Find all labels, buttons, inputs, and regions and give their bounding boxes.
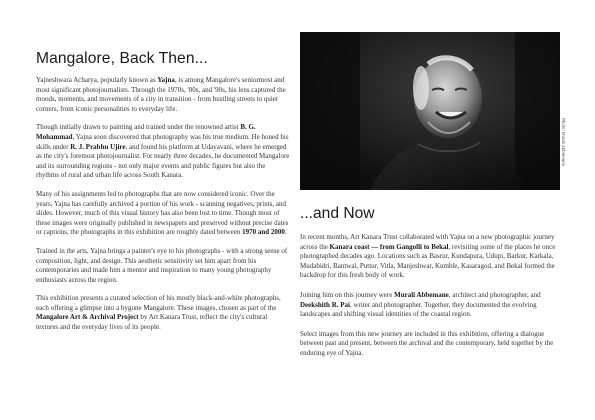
- bold-text: B. G. Mohammad: [36, 123, 256, 141]
- portrait-image: [300, 32, 560, 190]
- page-title: Mangalore, Back Then...: [36, 50, 208, 67]
- right-paragraph-3: [300, 330, 562, 359]
- text-span: , writer and photographer. Together, they documented the evolving landscapes and shifting visual identities of the coastal region.: [300, 300, 537, 319]
- text-span: Select images from this new journey are included in this exhibition, offering a dialogue between past and present, between the archival and the contemporary, held together by the enduring eye of Yajna.: [300, 329, 554, 357]
- left-column: [36, 50, 290, 342]
- text-span: Yajneshwara Acharya, popularly known as: [36, 76, 158, 84]
- left-paragraph-4: [36, 247, 290, 285]
- left-paragraph-3: [36, 190, 290, 238]
- portrait-photo: [300, 32, 560, 190]
- text-span: .: [284, 228, 287, 237]
- bold-text: R. J. Prabhu Ujire: [70, 142, 126, 151]
- right-paragraph-1: [300, 233, 562, 281]
- bold-text: Kanara coast — from Gangolli to Bekal: [329, 242, 449, 251]
- text-span: , and found his platform at Udayavani, where he emerged as the city's foremost photojournalist. For nearly three decades, he documented Mangalore and its surrounding regions - not only major events and public figures but also the rhythms of rural and urban life across South Kanara.: [36, 142, 290, 180]
- text-span: Many of his assignments led to photographs that are now considered iconic. Over the years, Yajna has carefully archived a portion of his work - scanning negatives, prints, and slides. However, much of this visual history has also been lost to time. Though most of these images were originally published in newspapers and preserved without precise dates or captions, the photographs in this exhibition are roughly dated between: [36, 189, 289, 237]
- right-paragraph-2: [300, 291, 562, 320]
- bold-text: Deekshith R. Pai: [300, 300, 350, 309]
- section-subtitle: ...and Now: [300, 205, 375, 222]
- text-span: , architect and photographer, and: [448, 290, 541, 299]
- text-span: , revisiting some of the places he once photographed decades ago. Locations such as Basrur, Kundapura, Udupi, Barkur, Karkala, Mudabidri, Bantwal, Puttur, Vitla, Manjeshwar, Kumble, Kasaragod, and Bekal formed the backdrop for this fresh body of work.: [300, 242, 556, 280]
- bold-text: 1970 and 2000: [242, 228, 285, 237]
- text-span: , Yajna soon discovered that photography was his true medium. He honed his skills under: [36, 132, 289, 151]
- exhibition-page: Mangalore, Back Then... Yajneshwara Acharya, popularly known as Yajna, is among Mangalore's seniormost and most significant photojournalists. Through the 1970s, '80s, and '90s, his lens captured the moods, moments, and movements of a city in transition - from bustling streets to quiet corners, from iconic personalities to everyday life. Though initially drawn to painting and trained under the renowned artist B. G. Mohammad, Yajna soon discovered that photography was his true medium. He honed his skills under R. J. Prabhu Ujire, and found his platform at Udayavani, where he emerged as the city's foremost photojournalist. For nearly three decades, he documented Mangalore and its surrounding regions - not only major events and public figures but also the rhythms of rural and urban life across South Kanara. Many of his assignments led to photographs that are now considered iconic. Over the years, Yajna has carefully archived a portion of his work - scanning negatives, prints, and slides. However, much of this visual history has also been lost to time. Though most of these images were originally published in newspapers and preserved without precise dates or captions, the photographs in this exhibition are roughly dated between 1970 and 2000. Trained in the arts, Yajna brings a painter's eye to his photographs - with a strong sense of composition, light, and design. This aesthetic sensitivity set him apart from his contemporaries and made him a mentor and inspiration to many young photography enthusiasts across the region. This exhibition presents a curated selection of his mostly black-and-white photographs, each offering a glimpse into a bygone Mangalore. These images, chosen as part of the Mangalore Art & Archival Project by Art Kanara Trust, reflect the city's cultural textures and the everyday lives of its people. Photo: Murali Abbemane ...and Now In recent months, Art Kanara Trust collaborated with Yajna on a new photographic journey across the Kanara coast — from Gangolli to Bekal, revisiting some of the places he once photographed decades ago. Locations such as Basrur, Kundapura, Udupi, Barkur, Karkala, Mudabidri, Bantwal, Puttur, Vitla, Manjeshwar, Kumble, Kasaragod, and Bekal formed the backdrop for this fresh body of work. Joining him on this journey were Murali Abbemane, architect and photographer, and Deekshith R. Pai, writer and photographer. Together, they documented the evolving landscapes and shifting visual identities of the coastal region. Select images from this new journey are included in this exhibition, offering a dialogue between past and present, between the archival and the contemporary, held together by the enduring eye of Yajna.: [0, 0, 595, 420]
- text-span: In recent months, Art Kanara Trust collaborated with Yajna on a new photographic journey across the: [300, 233, 555, 251]
- text-span: Trained in the arts, Yajna brings a painter's eye to his photographs - with a strong sense of composition, light, and design. This aesthetic sensitivity set him apart from his contemporaries and made him a mentor and inspiration to many young photography enthusiasts across the region.: [36, 246, 288, 284]
- left-paragraph-2: [36, 123, 290, 181]
- bold-text: Mangalore Art & Archival Project: [36, 313, 139, 322]
- text-span: Joining him on this journey were: [300, 290, 395, 299]
- text-span: by Art Kanara Trust, reflect the city's cultural textures and the everyday lives of its people.: [36, 313, 268, 332]
- bold-text: Yajna: [157, 76, 175, 84]
- text-span: Though initially drawn to painting and trained under the renowned artist: [36, 123, 241, 132]
- left-paragraph-5: [36, 294, 290, 332]
- left-paragraph-1: [36, 76, 290, 114]
- right-column: [300, 205, 562, 369]
- bold-text: Murali Abbemane: [394, 290, 449, 299]
- text-span: This exhibition presents a curated selection of his mostly black-and-white photographs, each offering a glimpse into a bygone Mangalore. These images, chosen as part of the: [36, 294, 281, 312]
- text-span: , is among Mangalore's seniormost and most significant photojournalists. Through the 1970s, '80s, and '90s, his lens captured the moods, moments, and movements of a city in transition - from bustling streets to quiet corners, from iconic personalities to everyday life.: [36, 76, 286, 113]
